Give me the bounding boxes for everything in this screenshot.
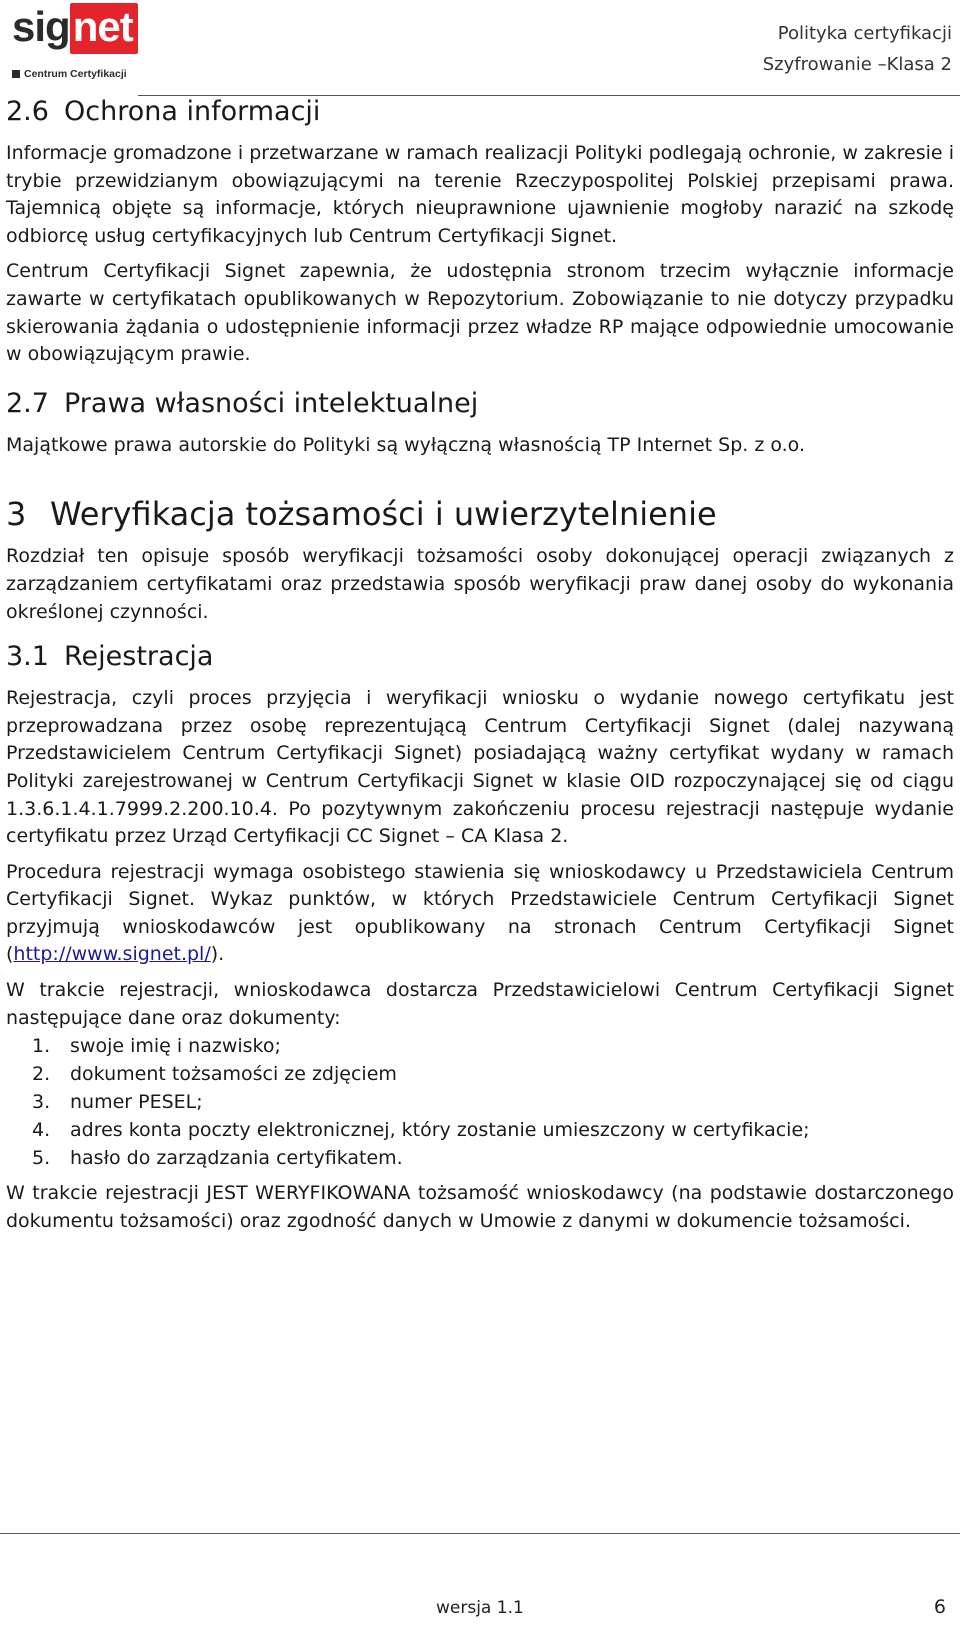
section-heading-2-6: 2.6 Ochrona informacji <box>6 96 321 127</box>
document-subtitle: Szyfrowanie –Klasa 2 <box>762 54 952 75</box>
page-header <box>0 0 960 96</box>
chapter-heading-3: 3 Weryfikacja tożsamości i uwierzytelnienie <box>6 495 717 534</box>
list-item: 1. swoje imię i nazwisko; <box>32 1035 281 1058</box>
paragraph: Majątkowe prawa autorskie do Polityki są wyłączną własnością TP Internet Sp. z o.o. <box>6 433 806 456</box>
signet-logo <box>12 2 132 82</box>
paragraph: Procedura rejestracji wymaga osobistego stawienia się wnioskodawcy u Przedstawiciela Centrum Certyfikacji Signet. Wykaz punktów, w których Przedstawiciele Centrum Certyfikacji Signet przyjmują wnioskodawców jest opublikowany na stronach Centrum Certyfikacji Signet (http://www.signet.pl/). <box>6 860 954 966</box>
page-number: 6 <box>933 1596 946 1618</box>
required-documents-list <box>6 1032 954 1172</box>
logo-wordmark: signet <box>12 6 138 48</box>
list-item: 4. adres konta poczty elektronicznej, który zostanie umieszczony w certyfikacie; <box>32 1119 810 1142</box>
page-content <box>6 92 954 1235</box>
square-icon <box>12 70 20 78</box>
list-item: 2. dokument tożsamości ze zdjęciem <box>32 1063 397 1086</box>
paragraph: W trakcie rejestracji, wnioskodawca dostarcza Przedstawicielowi Centrum Certyfikacji Signet następujące dane oraz dokumenty: <box>6 979 954 1029</box>
section-heading-2-7: 2.7 Prawa własności intelektualnej <box>6 387 479 419</box>
paragraph: Rejestracja, czyli proces przyjęcia i weryfikacji wniosku o wydanie nowego certyfikatu jest przeprowadzana przez osobę reprezentującą Centrum Certyfikacji Signet (dalej nazywaną Przedstawicielem Centrum Certyfikacji Signet) posiadającą ważny certyfikat wydany w ramach Polityki zarejestrowanej w Centrum Certyfikacji Signet w klasie OID rozpoczynającej się od ciągu 1.3.6.1.4.1.7999.2.200.10.4. Po pozytywnym zakończeniu procesu rejestracji następuje wydanie certyfikatu przez Urząd Certyfikacji CC Signet – CA Klasa 2. <box>6 687 954 848</box>
document-version: wersja 1.1 <box>436 1598 524 1618</box>
paragraph: Informacje gromadzone i przetwarzane w ramach realizacji Polityki podlegają ochronie, w zakresie i trybie przewidzianym obowiązującymi na terenie Rzeczypospolitej Polskiej przepisami prawa. Tajemnicą objęte są informacje, których nieuprawnione ujawnienie mogłoby narazić na szkodę odbiorcę usług certyfikacyjnych lub Centrum Certyfikacji Signet. <box>6 142 954 247</box>
section-heading-3-1: 3.1 Rejestracja <box>6 641 214 673</box>
paragraph: Centrum Certyfikacji Signet zapewnia, że udostępnia stronom trzecim wyłącznie informacje zawarte w certyfikatach opublikowanych w Repozytorium. Zobowiązanie to nie dotyczy przypadku skierowania żądania o udostępnienie informacji przez władze RP mające odpowiednie umocowanie w obowiązującym prawie. <box>6 260 954 366</box>
footer-divider <box>0 1533 960 1534</box>
document-title-block <box>763 18 952 80</box>
paragraph: W trakcie rejestracji JEST WERYFIKOWANA tożsamość wnioskodawcy (na podstawie dostarczonego dokumentu tożsamości) oraz zgodność danych w Umowie z danymi w dokumencie tożsamości. <box>6 1182 954 1232</box>
logo-subtitle: Centrum Certyfikacji <box>12 68 127 80</box>
list-item: 3. numer PESEL; <box>32 1091 203 1114</box>
list-item: 5. hasło do zarządzania certyfikatem. <box>32 1147 403 1170</box>
paragraph: Rozdział ten opisuje sposób weryfikacji tożsamości osoby dokonującej operacji związanych z zarządzaniem certyfikatami oraz przedstawia sposób weryfikacji praw danej osoby do wykonania określonej czynności. <box>6 545 954 623</box>
signet-website-link[interactable]: http://www.signet.pl/ <box>13 943 211 966</box>
document-title: Polityka certyfikacji <box>777 23 952 44</box>
